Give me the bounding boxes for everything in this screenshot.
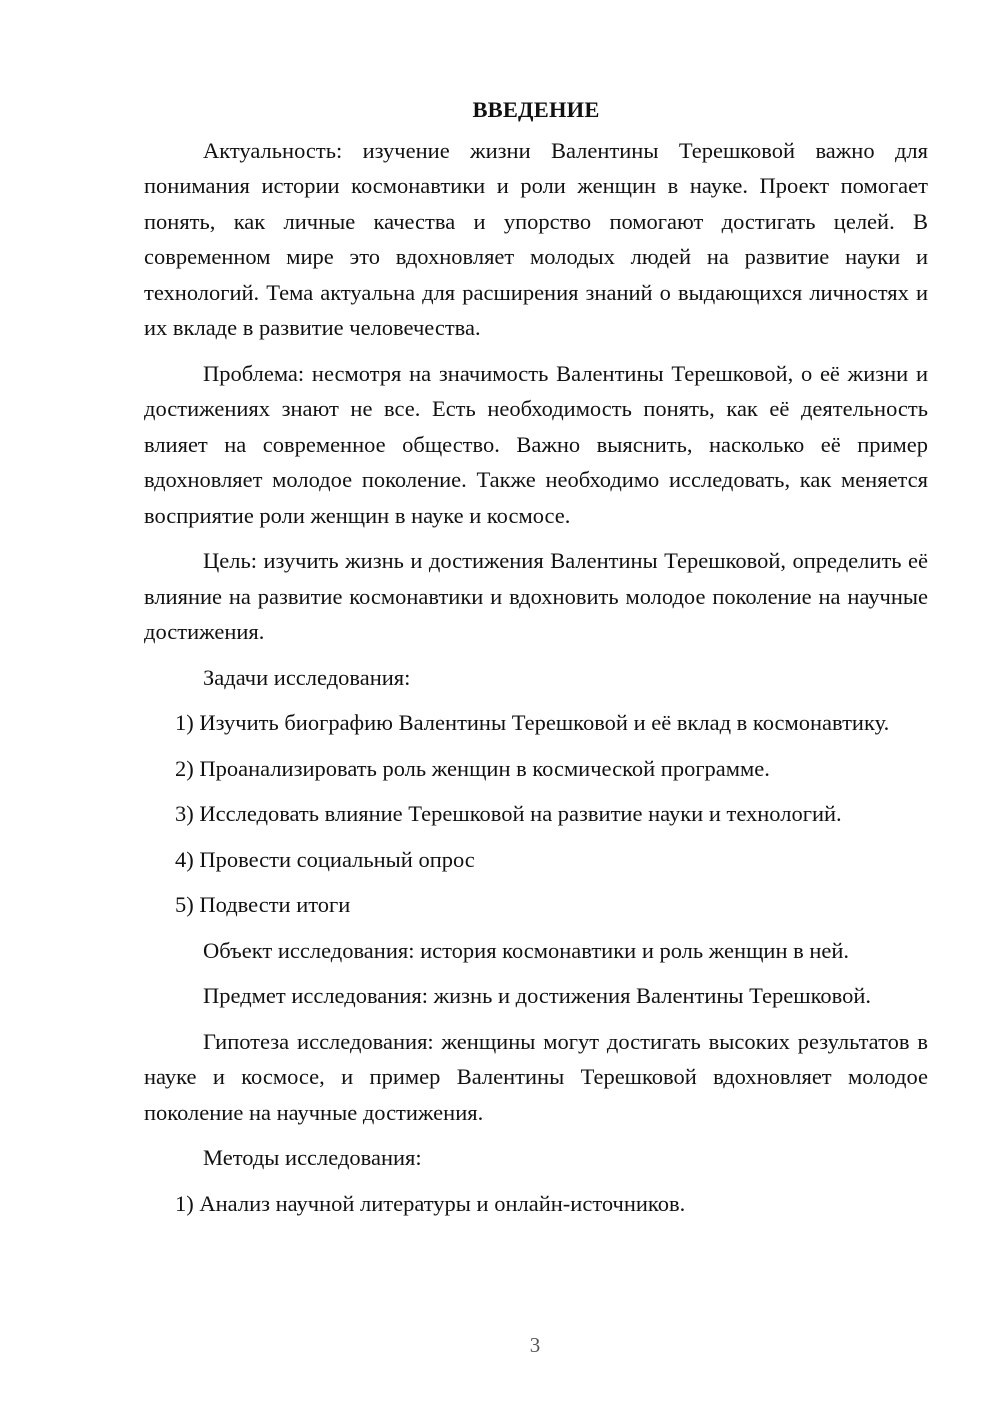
- list-item: 5) Подвести итоги: [175, 892, 351, 917]
- section-title: ВВЕДЕНИЕ: [472, 97, 600, 122]
- list-item: 4) Провести социальный опрос: [175, 846, 475, 872]
- hypothesis-paragraph: Гипотеза исследования: женщины могут достигать высоких результатов в науке и космосе, и пример Валентины Терешковой вдохновляет молодое поколение на научные достижения.: [144, 1028, 928, 1125]
- subject-paragraph: Предмет исследования: жизнь и достижения Валентины Терешковой.: [203, 983, 872, 1008]
- methods-list: [144, 1186, 928, 1222]
- methods-heading: Методы исследования:: [203, 1145, 422, 1170]
- problem-paragraph: Проблема: несмотря на значимость Валентины Терешковой, о её жизни и достижениях знают не все. Есть необходимость понять, как её деятельность влияет на современное общество. Важно выяснить, насколько её пример вдохновляет молодое поколение. Также необходимо исследовать, как меняется восприятие роли женщин в науке и космосе.: [144, 360, 928, 528]
- relevance-paragraph: Актуальность: изучение жизни Валентины Терешковой важно для понимания истории космонавтики и роли женщин в науке. Проект помогает понять, как личные качества и упорство помогают достигать целей. В современном мире это вдохновляет молодых людей на развитие науки и технологий. Тема актуальна для расширения знаний о выдающихся личностях и их вкладе в развитие человечества.: [144, 137, 928, 340]
- list-item: 2) Проанализировать роль женщин в космической программе.: [175, 755, 770, 781]
- list-item: 1) Анализ научной литературы и онлайн-источников.: [175, 1190, 686, 1216]
- tasks-heading: Задачи исследования:: [203, 664, 411, 690]
- page-number: 3: [529, 1333, 541, 1357]
- tasks-list: [144, 705, 928, 923]
- list-item: 1) Изучить биографию Валентины Терешковой и её вклад в космонавтику.: [175, 710, 890, 735]
- document-body: [144, 92, 928, 1231]
- list-item: 3) Исследовать влияние Терешковой на развитие науки и технологий.: [175, 801, 842, 826]
- goal-paragraph: Цель: изучить жизнь и достижения Валентины Терешковой, определить её влияние на развитие космонавтики и вдохновить молодое поколение на научные достижения.: [144, 548, 928, 644]
- object-paragraph: Объект исследования: история космонавтики и роль женщин в ней.: [203, 937, 850, 963]
